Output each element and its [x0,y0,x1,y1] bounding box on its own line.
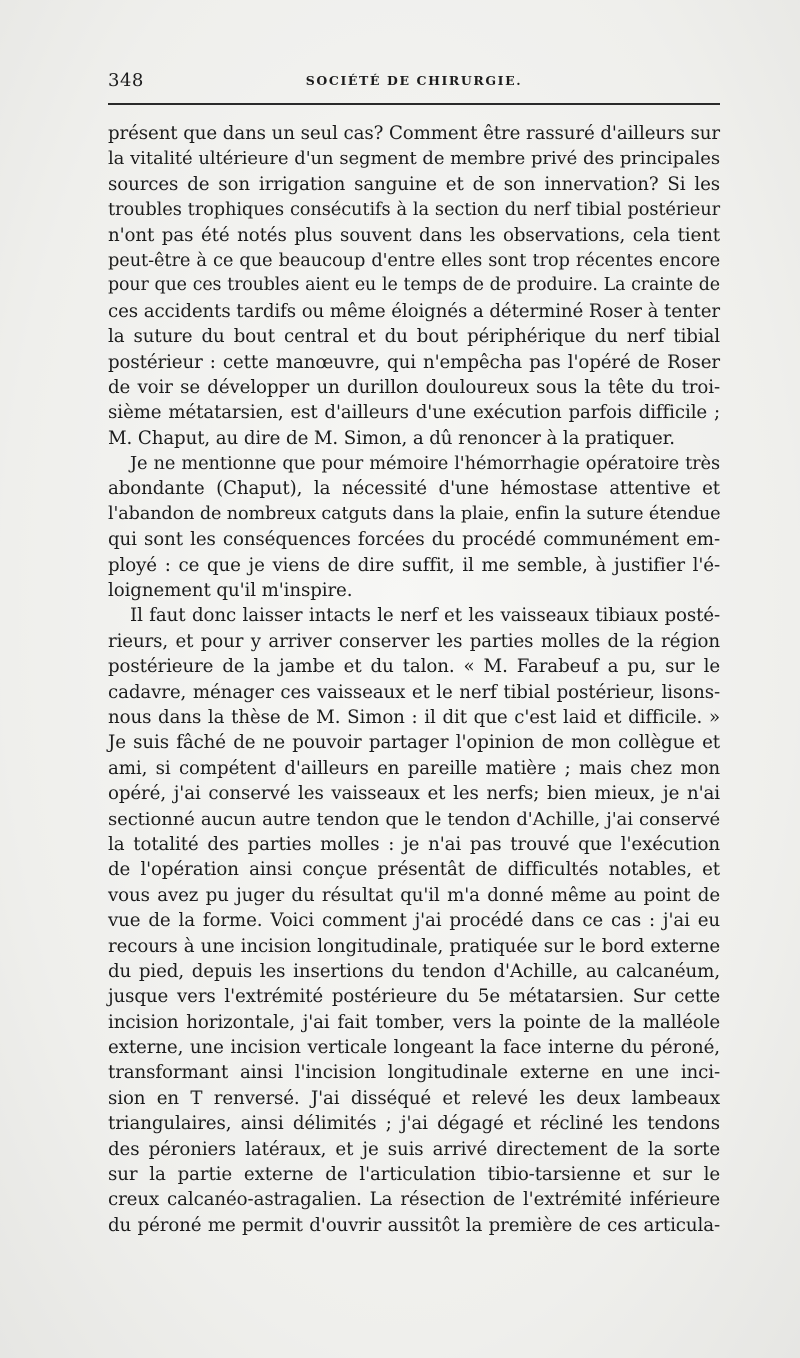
text-line: troubles trophiques consécutifs à la section du nerf tibial postérieur [108,199,720,221]
body-text [108,121,720,1238]
text-line: vous avez pu juger du résultat qu'il m'a donné même au point de [108,884,720,906]
text-line: jusque vers l'extrémité postérieure du 5e métatarsien. Sur cette [108,986,720,1008]
text-line: qui sont les conséquences forcées du procédé communément em- [108,529,720,551]
text-line: la totalité des parties molles : je n'ai pas trouvé que l'exécution [108,833,720,855]
text-line: Il faut donc laisser intacts le nerf et les vaisseaux tibiaux posté- [130,605,720,627]
text-line: sources de son irrigation sanguine et de son innervation? Si les [108,173,720,195]
text-line: la suture du bout central et du bout périphérique du nerf tibial [108,326,720,348]
text-line: des péroniers latéraux, et je suis arrivé directement de la sorte [108,1138,720,1160]
text-line: de voir se développer un durillon douloureux sous la tête du troi- [108,376,720,398]
text-line: la vitalité ultérieure d'un segment de membre privé des principales [108,148,720,170]
text-line: n'ont pas été notés plus souvent dans les observations, cela tient [108,224,720,246]
text-line: transformant ainsi l'incision longitudinale externe en une inci- [108,1062,720,1084]
text-line: cadavre, ménager ces vaisseaux et le nerf tibial postérieur, lisons- [108,681,720,703]
text-line: Je ne mentionne que pour mémoire l'hémorrhagie opératoire très [130,453,720,475]
text-line: sion en T renversé. J'ai disséqué et relevé les deux lambeaux [108,1087,720,1109]
page-number: 348 [108,70,144,91]
text-line: abondante (Chaput), la nécessité d'une hémostase attentive et [108,478,720,500]
text-line: opéré, j'ai conservé les vaisseaux et les nerfs; bien mieux, je n'ai [108,783,720,805]
text-line: incision horizontale, j'ai fait tomber, vers la pointe de la malléole [108,1011,720,1033]
header-rule [108,103,720,105]
text-line: du péroné me permit d'ouvrir aussitôt la première de ces articula- [108,1214,720,1236]
text-line: peut-être à ce que beaucoup d'entre elles sont trop récentes encore [108,249,720,271]
running-title: SOCIÉTÉ DE CHIRURGIE. [305,73,523,88]
text-line: ces accidents tardifs ou même éloignés a déterminé Roser à tenter [108,300,720,322]
text-line: pour que ces troubles aient eu le temps de de produire. La crainte de [108,275,720,296]
text-line: M. Chaput, au dire de M. Simon, a dû renoncer à la pratiquer. [108,427,675,449]
text-line: creux calcanéo-astragalien. La résection de l'extrémité inférieure [108,1189,720,1211]
page-header [108,70,720,94]
text-line: nous dans la thèse de M. Simon : il dit que c'est laid et difficile. » [108,706,720,728]
text-line: loignement qu'il m'inspire. [108,580,353,602]
text-line: recours à une incision longitudinale, pratiquée sur le bord externe [108,935,720,957]
text-line: du pied, depuis les insertions du tendon d'Achille, au calcanéum, [108,960,720,982]
text-line: ployé : ce que je viens de dire suffit, il me semble, à justifier l'é- [108,554,720,576]
text-line: triangulaires, ainsi délimités ; j'ai dégagé et récliné les tendons [108,1113,720,1135]
text-line: l'abandon de nombreux catguts dans la plaie, enfin la suture étendue [108,503,721,524]
text-line: sectionné aucun autre tendon que le tendon d'Achille, j'ai conservé [108,808,720,830]
text-line: Je suis fâché de ne pouvoir partager l'opinion de mon collègue et [108,732,720,754]
text-line: rieurs, et pour y arriver conserver les parties molles de la région [108,630,720,652]
text-line: postérieur : cette manœuvre, qui n'empêcha pas l'opéré de Roser [108,351,720,373]
text-line: sième métatarsien, est d'ailleurs d'une exécution parfois difficile ; [108,402,720,424]
text-line: ami, si compétent d'ailleurs en pareille matière ; mais chez mon [108,757,720,779]
text-line: postérieure de la jambe et du talon. « M. Farabeuf a pu, sur le [108,656,720,678]
text-line: externe, une incision verticale longeant la face interne du péroné, [108,1037,720,1059]
text-line: vue de la forme. Voici comment j'ai procédé dans ce cas : j'ai eu [108,910,720,932]
text-line: sur la partie externe de l'articulation tibio-tarsienne et sur le [108,1164,720,1186]
text-line: de l'opération ainsi conçue présentât de difficultés notables, et [108,859,720,881]
text-line: présent que dans un seul cas? Comment être rassuré d'ailleurs sur [108,123,720,144]
